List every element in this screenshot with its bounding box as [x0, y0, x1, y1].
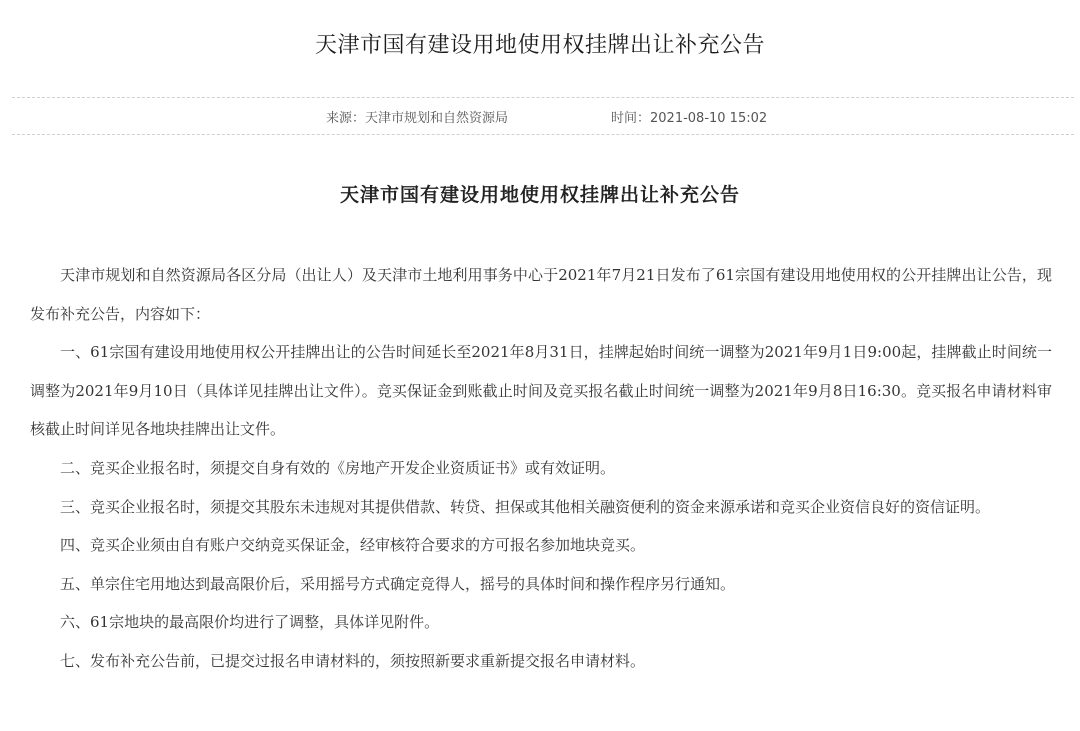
publish-time: 时间：2021-08-10 15:02 [611, 111, 768, 126]
page-title: 天津市国有建设用地使用权挂牌出让补充公告 [314, 33, 765, 58]
paragraph-item-4: 四、竞买企业须由自有账户交纳竞买保证金，经审核符合要求的方可报名参加地块竞买。 [60, 536, 646, 555]
source-label: 来源：天津市规划和自然资源局 [326, 111, 509, 126]
paragraph-item-6: 六、61宗地块的最高限价均进行了调整，具体详见附件。 [60, 613, 440, 632]
article-meta-bar [12, 97, 1074, 135]
article-body [30, 256, 1052, 681]
paragraph-item-2: 二、竞买企业报名时，须提交自身有效的《房地产开发企业资质证书》或有效证明。 [60, 458, 616, 477]
paragraph-item-3: 三、竞买企业报名时，须提交其股东未违规对其提供借款、转贷、担保或其他相关融资便利的资金来源承诺和竞买企业资信良好的资信证明。 [60, 497, 991, 516]
paragraph-item-7: 七、发布补充公告前，已提交过报名申请材料的，须按照新要求重新提交报名申请材料。 [60, 651, 646, 670]
paragraph-item-1: 一、61宗国有建设用地使用权公开挂牌出让的公告时间延长至2021年8月31日，挂牌起始时间统一调整为2021年9月1日9:00起，挂牌截止时间统一调整为2021年9月10日（具体详见挂牌出让文件）。竞买保证金到账截止时间及竞买报名截止时间统一调整为2021年9月8日16:30。竞买报名申请材料审核截止时间详见各地块挂牌出让文件。 [30, 343, 1052, 439]
article-title: 天津市国有建设用地使用权挂牌出让补充公告 [339, 184, 740, 206]
paragraph-intro: 天津市规划和自然资源局各区分局（出让人）及天津市土地利用事务中心于2021年7月21日发布了61宗国有建设用地使用权的公开挂牌出让公告，现发布补充公告，内容如下： [30, 266, 1052, 323]
paragraph-item-5: 五、单宗住宅用地达到最高限价后，采用摇号方式确定竞得人，摇号的具体时间和操作程序另行通知。 [60, 574, 736, 593]
